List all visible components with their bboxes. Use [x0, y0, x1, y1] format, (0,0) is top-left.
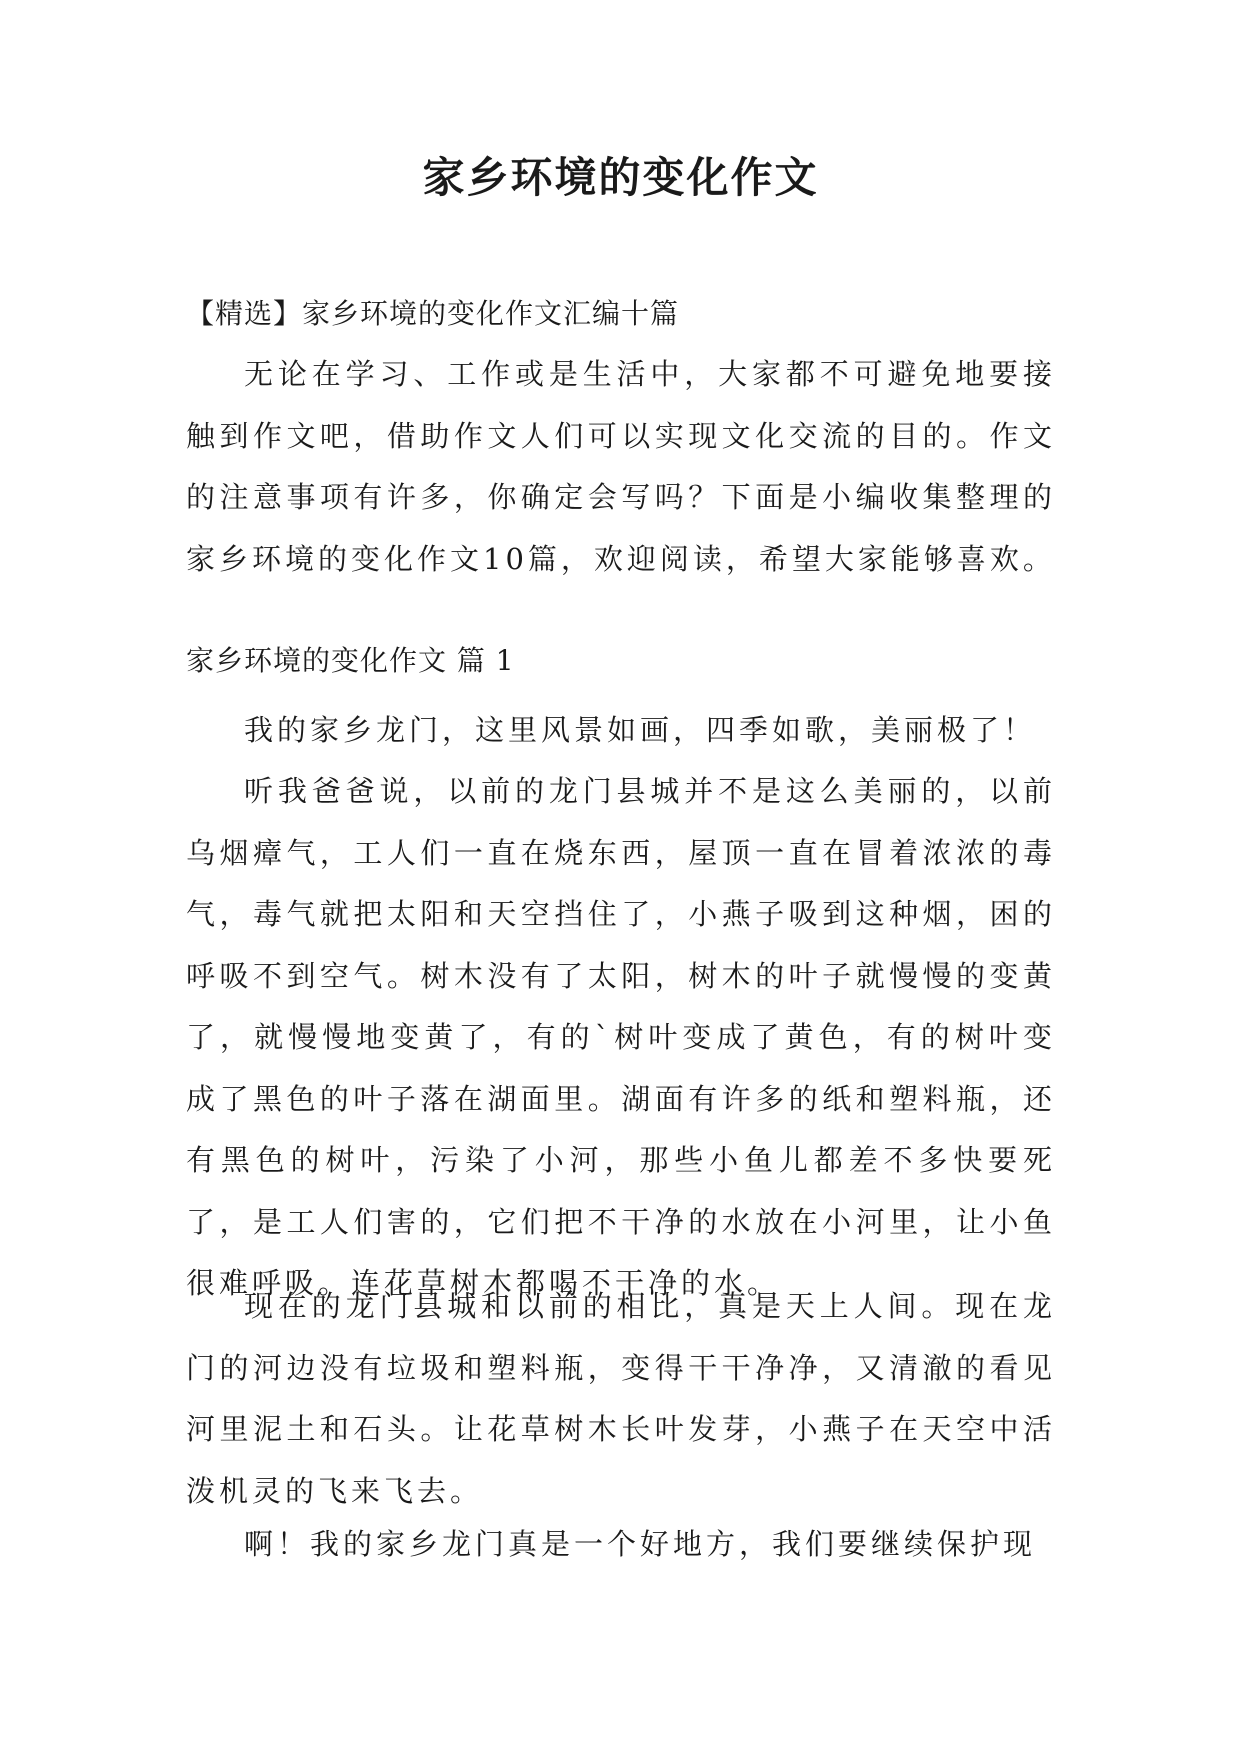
body-paragraph: 我的家乡龙门，这里风景如画，四季如歌，美丽极了！: [244, 713, 1037, 747]
body-paragraph: 现在的龙门县城和以前的相比，真是天上人间。现在龙门的河边没有垃圾和塑料瓶，变得干干净净，又清澈的看见河里泥土和石头。让花草树木长叶发芽，小燕子在天空中活泼机灵的飞来飞去。: [186, 1289, 1056, 1508]
document-title: 家乡环境的变化作文: [422, 153, 819, 202]
intro-paragraph: 无论在学习、工作或是生活中，大家都不可避免地要接触到作文吧，借助作文人们可以实现文化交流的目的。作文的注意事项有许多，你确定会写吗？下面是小编收集整理的家乡环境的变化作文10篇，欢迎阅读，希望大家能够喜欢。: [186, 357, 1056, 576]
section-heading: 家乡环境的变化作文 篇 1: [186, 644, 515, 677]
body-paragraph: 啊！我的家乡龙门真是一个好地方，我们要继续保护现: [244, 1527, 1037, 1561]
body-paragraph: 听我爸爸说，以前的龙门县城并不是这么美丽的，以前乌烟瘴气，工人们一直在烧东西，屋顶一直在冒着浓浓的毒气，毒气就把太阳和天空挡住了，小燕子吸到这种烟，困的呼吸不到空气。树木没有了太阳，树木的叶子就慢慢的变黄了，就慢慢地变黄了，有的`树叶变成了黄色，有的树叶变成了黑色的叶子落在湖面里。湖面有许多的纸和塑料瓶，还有黑色的树叶，污染了小河，那些小鱼儿都差不多快要死了，是工人们害的，它们把不干净的水放在小河里，让小鱼很难呼吸。连花草树木都喝不干净的水。: [186, 774, 1056, 1300]
document-subtitle: 【精选】家乡环境的变化作文汇编十篇: [186, 297, 680, 330]
